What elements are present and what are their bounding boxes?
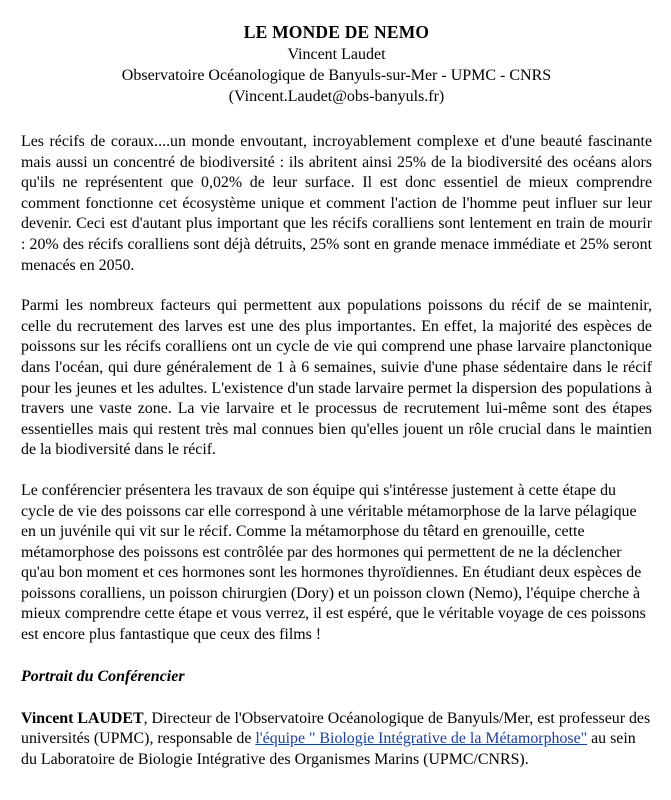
paragraph-larval-recruitment: Parmi les nombreux facteurs qui permettent aux populations poissons du récif de se maintenir, celle du recrutement des larves est une des plus importantes. En effet, la majorité des espèces de poissons sur les récifs coralliens ont un cycle de vie qui comprend une phase larvaire planctonique dans l'océan, qui dure généralement de 1 à 6 semaines, suivie d'une phase sédentaire dans le récif pour les jeunes et les adultes. L'existence d'un stade larvaire permet la dispersion des populations à travers une vaste zone. La vie larvaire et le processus de recrutement lui-même sont des étapes essentielles mais qui restent très mal connues bien qu'elles jouent un rôle crucial dans le maintien de la biodiversité dans le récif. xyxy=(21,297,652,459)
document-title: LE MONDE DE NEMO xyxy=(243,22,430,42)
document-header xyxy=(21,20,652,107)
speaker-bio xyxy=(21,709,652,771)
speaker-name: Vincent LAUDET xyxy=(21,709,144,727)
team-link[interactable]: l'équipe " Biologie Intégrative de la Métamorphose" xyxy=(255,730,588,748)
bio-text-end: au sein du Laboratoire de Biologie Intégrative des Organismes Marins (UPMC/CNRS). xyxy=(21,730,636,768)
bio-text-intro: , Directeur de l'Observatoire Océanologique de Banyuls/Mer, est professeur des universités (UPMC), responsable de xyxy=(21,709,651,748)
portrait-heading: Portrait du Conférencier xyxy=(21,667,185,685)
paragraph-metamorphosis: Le conférencier présentera les travaux de son équipe qui s'intéresse justement à cette étape du cycle de vie des poissons car elle correspond à une véritable métamorphose de la larve pélagique en un juvénile qui vit sur le récif. Comme la métamorphose du têtard en grenouille, cette métamorphose des poissons est contrôlée par des hormones qui permettent de ne la déclencher qu'au bon moment et ces hormones sont les hormones thyroïdiennes. En étudiant deux espèces de poissons coralliens, un poisson chirurgien (Dory) et un poisson clown (Nemo), l'équipe cherche à mieux comprendre cette étape et vous verrez, il est espéré, que le véritable voyage de ces poissons est encore plus fantastique que ceux des films ! xyxy=(21,481,646,644)
author-name: Vincent Laudet xyxy=(287,46,386,63)
author-institution: Observatoire Océanologique de Banyuls-sur-Mer - UPMC - CNRS xyxy=(121,67,552,84)
paragraph-coral-reefs: Les récifs de coraux....un monde envoutant, incroyablement complexe et d'une beauté fascinante mais aussi un concentré de biodiversité : ils abritent ainsi 25% de la biodiversité des océans alors qu'ils ne représentent que 0,02% de leur surface. Il est donc essentiel de mieux comprendre comment fonctionne cet écosystème unique et comment l'action de l'homme peut influer sur leur devenir. Ceci est d'autant plus important que les récifs coralliens sont lentement en train de mourir : 20% des récifs coralliens sont déjà détruits, 25% sont en grande menace immédiate et 25% seront menacés en 2050. xyxy=(21,133,652,274)
author-email: (Vincent.Laudet@obs-banyuls.fr) xyxy=(228,88,445,105)
